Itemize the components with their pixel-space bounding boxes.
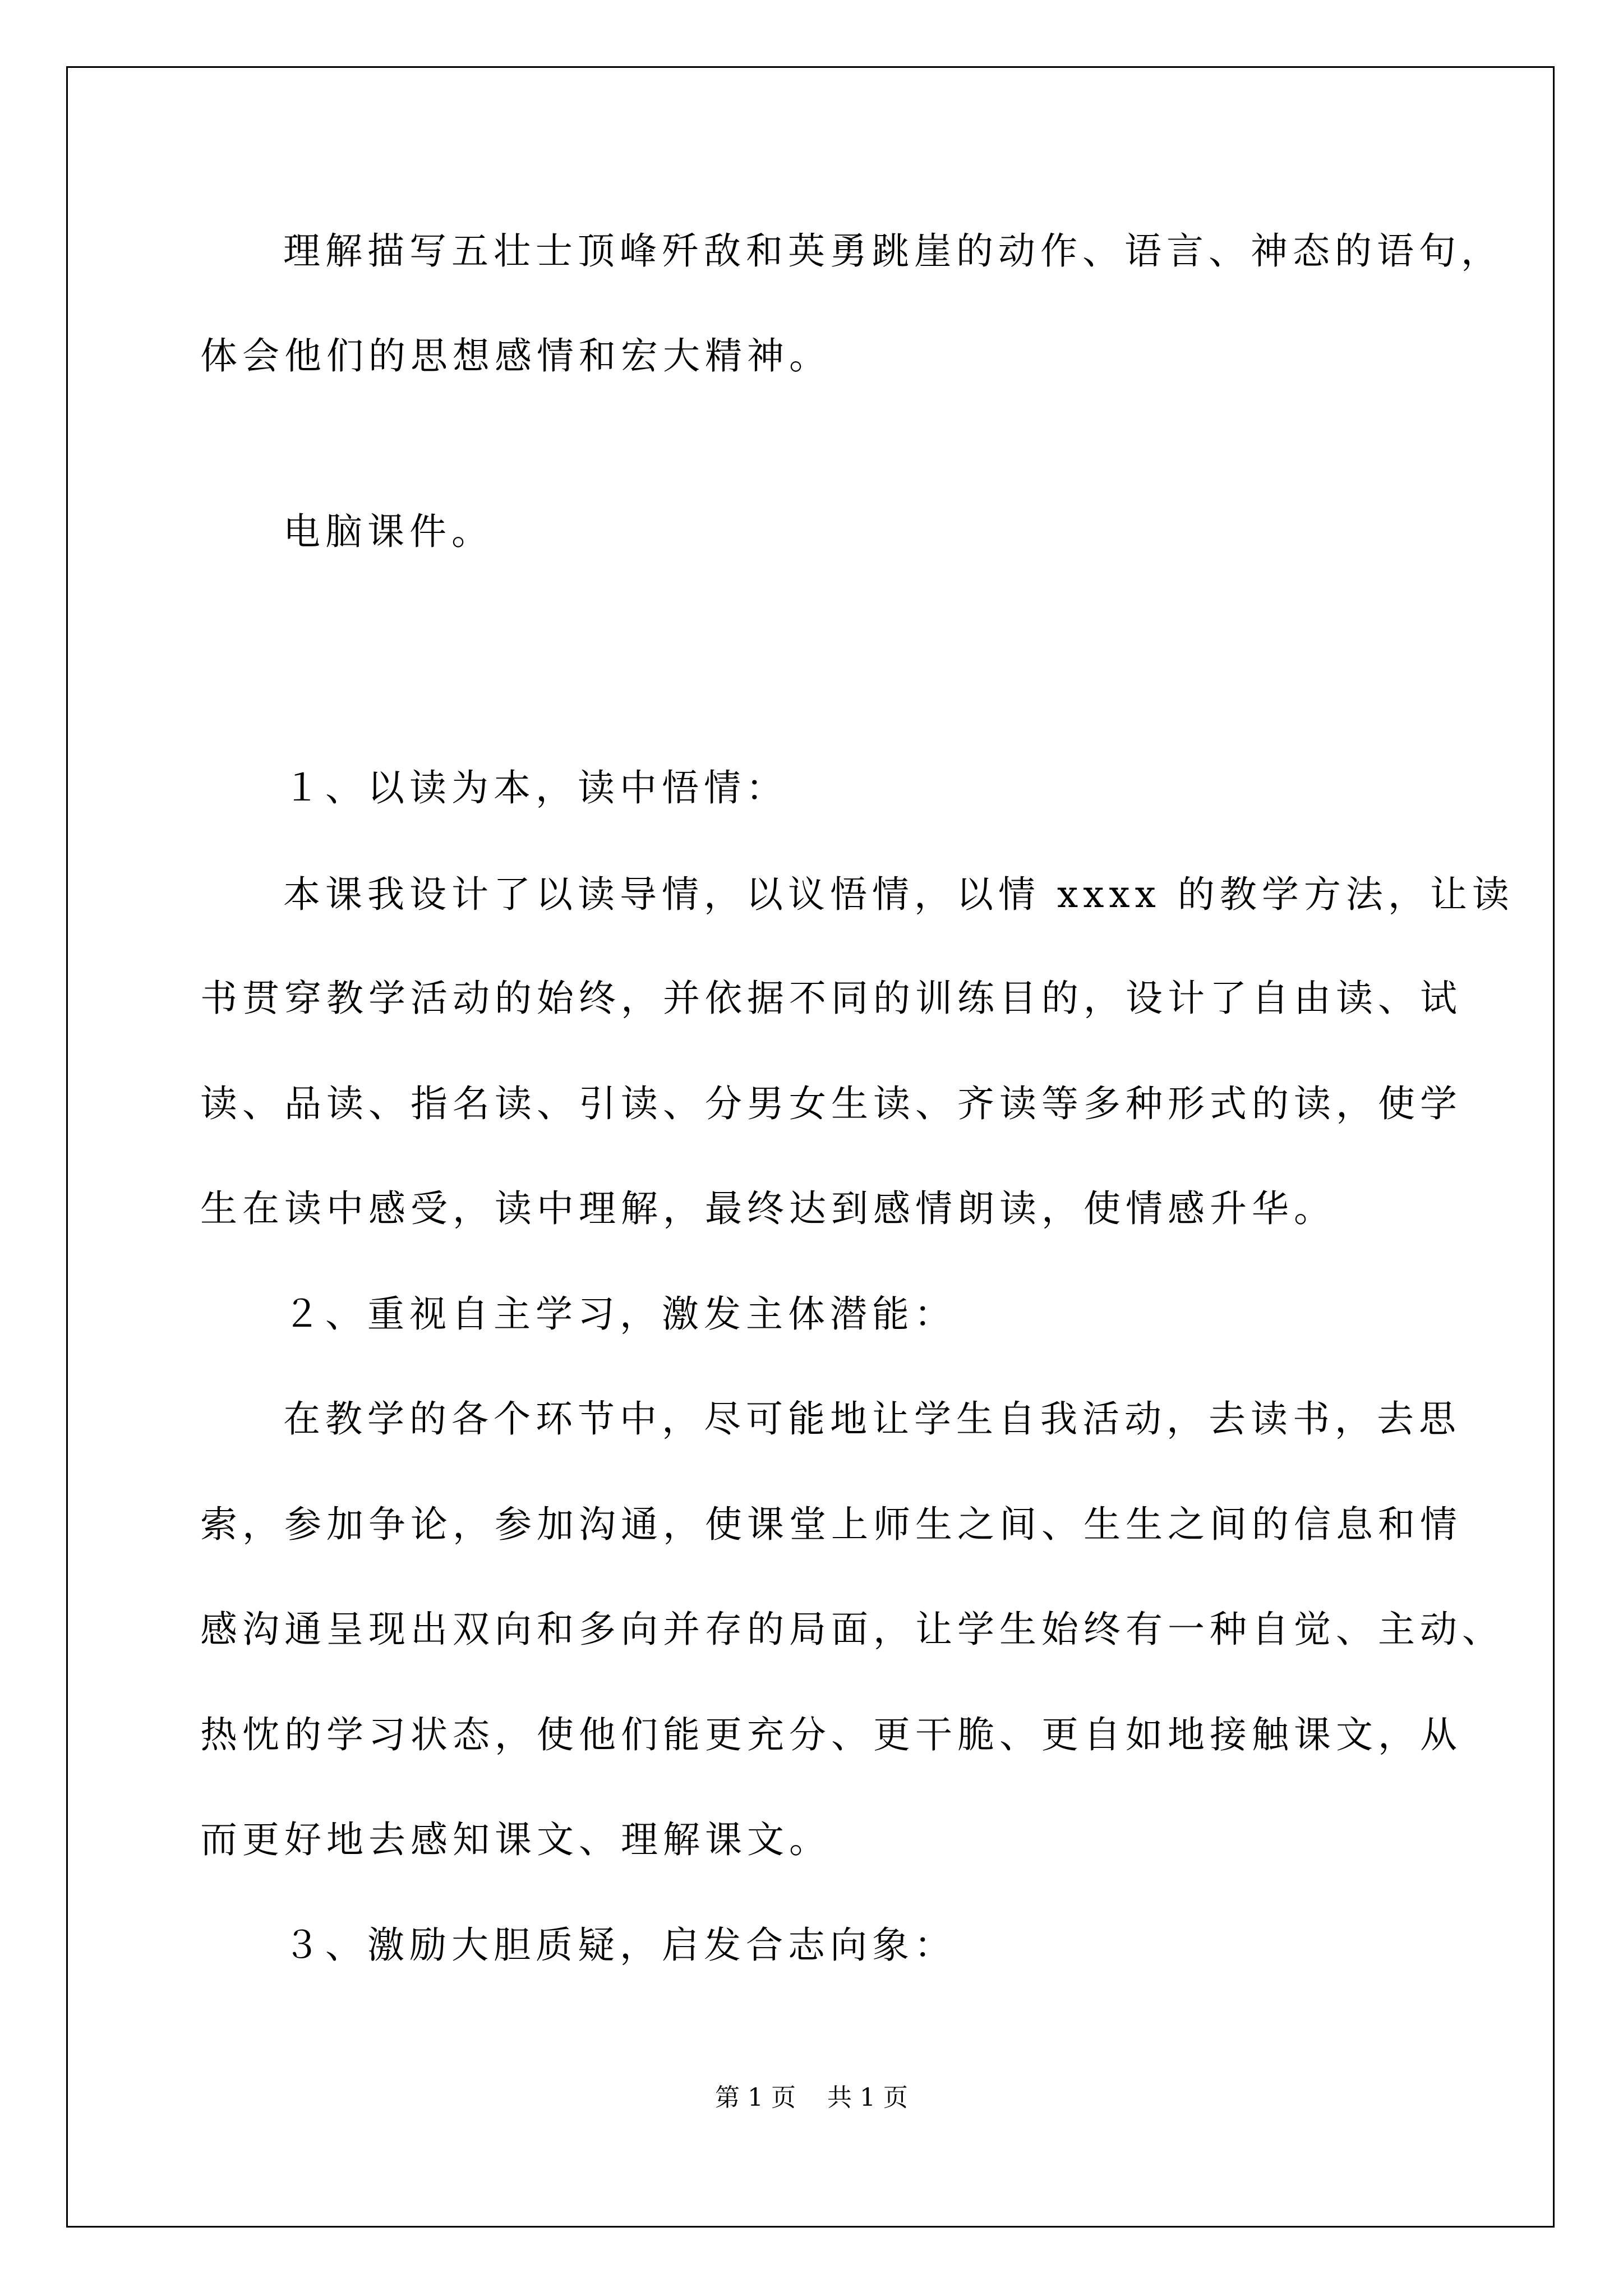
text-line: 电脑课件。 <box>283 510 494 553</box>
text-line: 理解描写五壮士顶峰歼敌和英勇跳崖的动作、语言、神态的语句， <box>283 229 1503 273</box>
text-line: 读、品读、指名读、引读、分男女生读、齐读等多种形式的读，使学 <box>200 1082 1462 1125</box>
list-heading-1: １、以读为本，读中悟情： <box>283 766 788 809</box>
list-heading-2: ２、重视自主学习，激发主体潜能： <box>283 1292 956 1336</box>
text-line: 本课我设计了以读导情，以议悟情，以情 xxxx 的教学方法，让读 <box>283 873 1514 916</box>
text-line: 热忱的学习状态，使他们能更充分、更干脆、更自如地接触课文，从 <box>200 1713 1462 1756</box>
text-line: 书贯穿教学活动的始终，并依据不同的训练目的，设计了自由读、试 <box>200 977 1462 1020</box>
text-line: 索，参加争论，参加沟通，使课堂上师生之间、生生之间的信息和情 <box>200 1503 1462 1546</box>
list-heading-3: ３、激励大胆质疑，启发合志向象： <box>283 1924 956 1967</box>
page-border <box>66 66 1555 2228</box>
text-line: 体会他们的思想感情和宏大精神。 <box>200 334 831 378</box>
text-line: 在教学的各个环节中，尽可能地让学生自我活动，去读书，去思 <box>283 1397 1461 1441</box>
page-number-footer: 第 1 页 共 1 页 <box>715 2083 908 2112</box>
text-line: 生在读中感受，读中理解，最终达到感情朗读，使情感升华。 <box>200 1187 1336 1230</box>
text-line: 而更好地去感知课文、理解课文。 <box>200 1818 831 1861</box>
text-line: 感沟通呈现出双向和多向并存的局面，让学生始终有一种自觉、主动、 <box>200 1608 1504 1651</box>
